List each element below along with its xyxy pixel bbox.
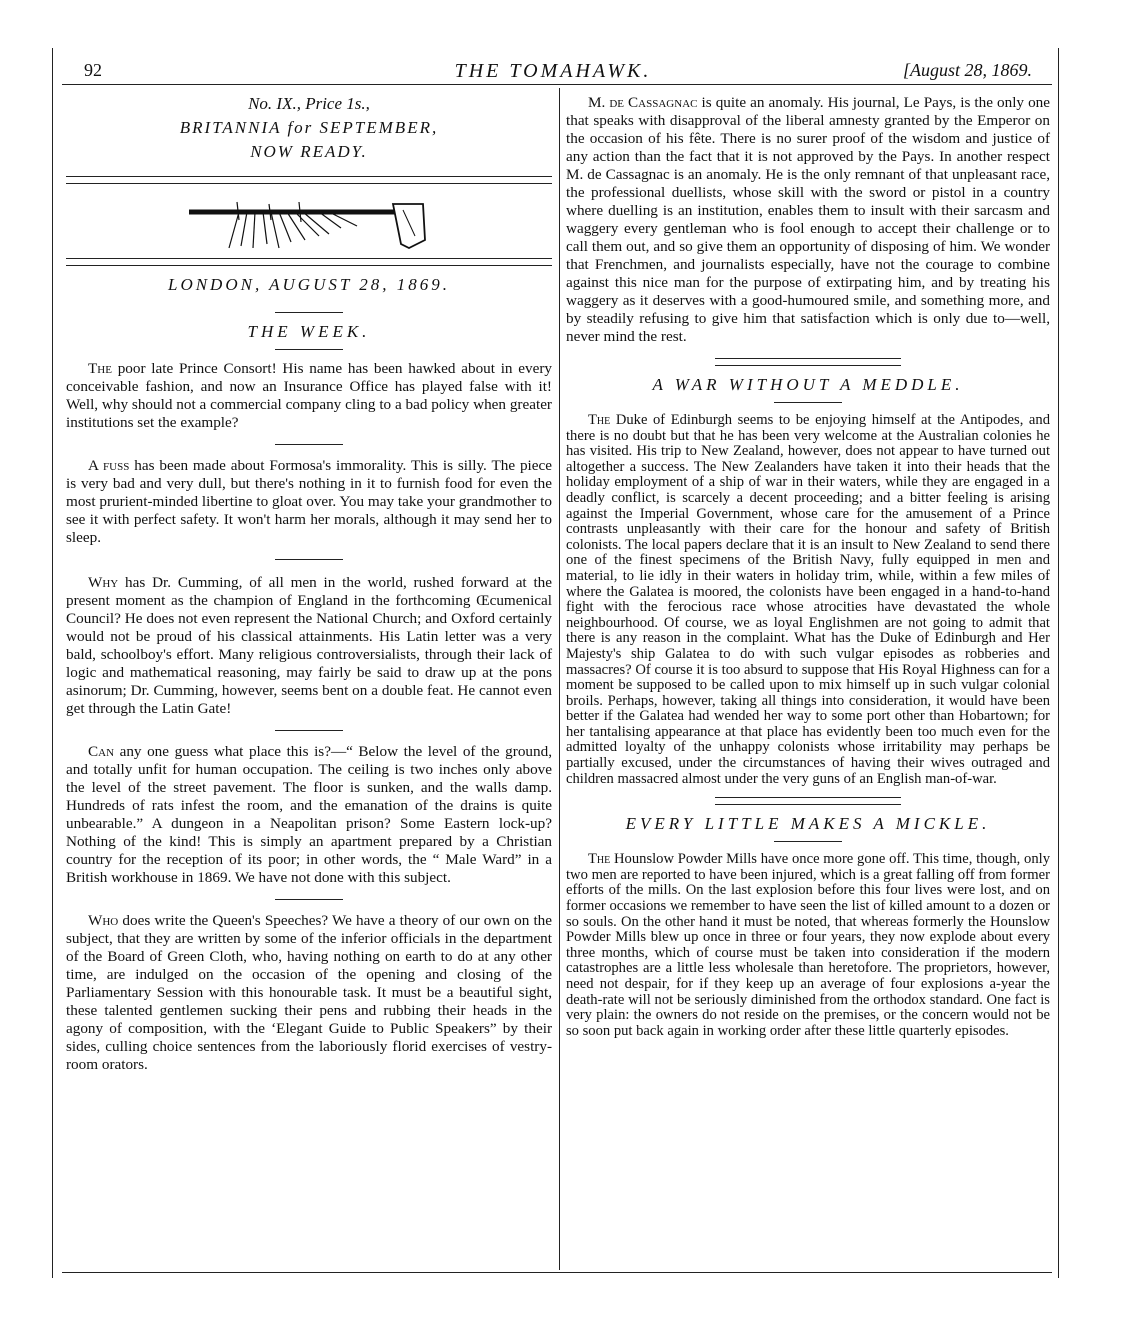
week-paragraph: Why has Dr. Cumming, of all men in the world, rushed forward at the present moment as the champion of England in the forthcoming Œcumenical Council? He does not even represent the National Church; and Oxford certainly would not be proud of his classical attainments. His Latin letter was a very bald, schoolboy's effort. Many religious controversialists, through their lack of logic and mathematical reasoning, may fairly be said to draw up at the pons asinorum; Dr. Cumming, however, seems bent on a double feat. He cannot even get through the Latin Gate!	[66, 574, 552, 717]
war-paragraph: The Duke of Edinburgh seems to be enjoying himself at the Antipodes, and there is no doubt but that he has been very welcome at the Australian colonies he has visited. His trip to New Zealand, however, does not appear to have turned out altogether a success. The New Zealanders have taken it into their heads that the holiday employment of a ship of war in their waters, while they are engaged in a deadly conflict, is scarcely a decent proceeding; and a bitter feeling is arising against the Imperial Government, whose care for the amusement of a Prince contrasts unpleasantly with their care for the honour and safety of British colonists. The local papers declare that it is an insult to New Zealand to send there one of the finest specimens of the British Navy, fully equipped in men and material, to lie idly in their waters in holiday trim, while, within a few miles of where the Galatea is moored, the colonists have been engaged in a hand-to-hand fight with the ferocious race whose atrocities have devastated the whole neighbourhood. Of course, we as loyal Englishmen are not going to admit that there is any reason in the complaint. What has the Duke of Edinburgh and Her Majesty's ship Galatea to do with such vulgar episodes as robberies and massacres? Of course it is too absurd to suppose that His Royal Highness can for a moment be supposed to be called upon to mix himself up in such vulgar colonial broils. Perhaps, however, taking all things into consideration, it would have been better if the Galatea had wended her way to some port other than Hobartown; for her tantalising appearance at that place has evidently been too much even for the admitted loyalty of the unhappy colonists whose irritability may perhaps be partially excused, under the circumstances of having their wives outraged and children massacred almost under the very guns of an English man-of-war.	[566, 412, 1050, 787]
page-number: 92	[84, 60, 102, 80]
britannia-notice	[66, 92, 552, 164]
double-rule	[66, 258, 552, 266]
cassagnac-paragraph: M. de Cassagnac is quite an anomaly. His journal, Le Pays, is the only one that speaks with disapproval of the liberal amnesty granted by the Emperor on the occasion of his fête. There is no surer proof of the wisdom and justice of any action than the fact that it is not approved by the Pays. In another respect M. de Cassagnac is an anomaly. He is the only remnant of that unpleasant race, the professional duellists, whose skill with the sword or pistol in a country where duelling is an institution, enables them to insult with their sarcasm and waggery every gentleman who is fool enough to accept their challenge or to call them out, and so give them an opportunity of disposing of him. We wonder that Frenchmen, and journalists especially, have not the courage to combine against this nice man for the purpose of extirpating him, and by treating his waggery as it deserves with a good-humoured smile, and something more, and by steadily refusing to give him that satisfaction which is only due to—well, never mind the rest.	[566, 94, 1050, 345]
issue-date: [August 28, 1869.	[902, 60, 1032, 80]
right-column	[566, 94, 1050, 1039]
short-rule	[275, 444, 343, 445]
dateline: LONDON, AUGUST 28, 1869.	[167, 275, 451, 294]
header-rule	[62, 84, 1052, 85]
page-header	[62, 60, 1044, 82]
publication-title: THE TOMAHAWK.	[454, 60, 652, 82]
week-heading: THE WEEK.	[247, 322, 371, 341]
short-rule	[275, 312, 343, 313]
tomahawk-emblem-icon	[179, 190, 439, 254]
double-rule	[715, 797, 901, 805]
notice-line-3: NOW READY.	[250, 142, 368, 161]
left-margin-rule	[52, 48, 53, 1278]
short-rule	[275, 730, 343, 731]
mickle-paragraph: The Hounslow Powder Mills have once more gone off. This time, though, only two men are reported to have been injured, which is a great falling off from former efforts of the mills. On the last explosion before this four lives were lost, and on former occasions we remember to have seen the list of killed amount to a dozen or so souls. On the other hand it must be noted, that whereas formerly the Hounslow Powder Mills blew up once in three or four years, they now explode about every three months, which of course must be taken into consideration if the modern catastrophes are a little less wholesale than heretofore. The proprietors, however, need not despair, for if they keep up an average of four explosions a-year the death-rate will not be seriously diminished from the orthodox standard. One fact is very plain: the owners do not reside on the premises, or the concern would not be so soon put back again in working order after these little quarterly episodes.	[566, 851, 1050, 1039]
left-column	[66, 92, 552, 1074]
right-margin-rule	[1058, 48, 1059, 1278]
double-rule	[715, 358, 901, 366]
footer-rule	[62, 1272, 1052, 1273]
short-rule	[774, 841, 842, 842]
column-divider	[559, 88, 560, 1270]
short-rule	[275, 899, 343, 900]
double-rule	[66, 176, 552, 184]
week-paragraph: The poor late Prince Consort! His name has been hawked about in every conceivable fashion, and now an Insurance Office has played false with it! Well, why should not a commercial company cling to a bad policy when greater institutions set the example?	[66, 360, 552, 431]
week-paragraph: A fuss has been made about Formosa's immorality. This is silly. The piece is very bad and very dull, but there's nothing in it to furnish food for even the most prurient-minded libertine to gloat over. You may take your grandmother to see it with perfect safety. It won't harm her morals, although it may send her to sleep.	[66, 457, 553, 546]
short-rule	[275, 559, 343, 560]
short-rule	[275, 349, 343, 350]
notice-line-2: BRITANNIA for SEPTEMBER,	[179, 118, 439, 137]
week-paragraph: Can any one guess what place this is?—“ Below the level of the ground, and totally unfit for human occupation. The ceiling is two inches only above the level of the street pavement. The floor is sunken, and the walls damp. Hundreds of rats infest the room, and the emanation of the drains is quite unbearable.” A dungeon in a Neapolitan prison? Some Eastern lock-up? Nothing of the kind! This is simply an apartment prepared by a Christian country for the reception of its poor; in other words, the “ Male Ward” in a British workhouse in 1869. We have not done with this subject.	[66, 743, 552, 886]
war-heading: A WAR WITHOUT A MEDDLE.	[652, 375, 964, 394]
notice-line-1: No. IX., Price 1s.,	[248, 94, 370, 113]
week-paragraph: Who does write the Queen's Speeches? We have a theory of our own on the subject, that they are written by some of the inferior officials in the department of the Board of Green Cloth, who, having nothing on earth to do at any other time, are indulged on the occasion of the opening and closing of the Parliamentary Session with this honourable task. It must be a beautiful sight, these talented gentlemen sucking their pens and rubbing their heads in the agony of composition, with the ‘Elegant Guide to Public Speakers” by their sides, culling choice sentences from the laboriously florid exercises of vestry-room orators.	[66, 912, 552, 1073]
short-rule	[774, 402, 842, 403]
mickle-heading: EVERY LITTLE MAKES A MICKLE.	[625, 814, 991, 834]
